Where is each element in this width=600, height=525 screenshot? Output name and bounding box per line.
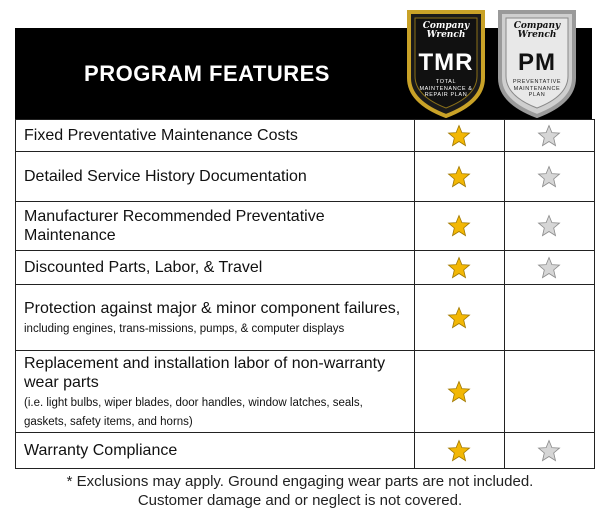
pm-cell (504, 433, 594, 469)
tmr-cell (414, 285, 504, 351)
silver-star-icon (537, 127, 561, 144)
features-table (15, 119, 595, 469)
disclaimer-line-1: * Exclusions may apply. Ground engaging wear parts are not included. (66, 473, 534, 490)
pm-subtitle: PREVENTATIVE MAINTENANCE PLAN (512, 79, 562, 98)
tmr-cell (414, 351, 504, 433)
silver-star-icon (537, 217, 561, 234)
feature-label: Discounted Parts, Labor, & Travel (16, 251, 415, 285)
feature-label: Protection against major & minor component failures, including engines, trans-missions, pumps, & computer displays (16, 285, 415, 351)
tmr-cell (414, 152, 504, 202)
gold-star-icon (447, 309, 471, 326)
tmr-cell (414, 433, 504, 469)
table-row (16, 202, 595, 251)
silver-star-icon (537, 442, 561, 459)
table-row (16, 285, 595, 351)
feature-label: Manufacturer Recommended Preventative Maintenance (16, 202, 415, 251)
gold-star-icon (447, 168, 471, 185)
table-header (12, 6, 596, 119)
silver-star-icon (537, 168, 561, 185)
feature-label: Fixed Preventative Maintenance Costs (16, 120, 415, 152)
pm-cell (504, 285, 594, 351)
feature-label: Replacement and installation labor of non-warranty wear parts (i.e. light bulbs, wiper blades, door handles, window latches, seals, gaskets, safety items, and horns) (16, 351, 415, 433)
pm-plan-badge (496, 6, 578, 118)
company-wrench-logo: Company Wrench (513, 21, 561, 40)
table-row (16, 120, 595, 152)
tmr-cell (414, 202, 504, 251)
tmr-cell (414, 251, 504, 285)
table-row (16, 351, 595, 433)
gold-star-icon (447, 383, 471, 400)
feature-note: including engines, trans-missions, pumps, & computer displays (24, 322, 345, 335)
table-row (16, 152, 595, 202)
pm-cell (504, 251, 594, 285)
gold-star-icon (447, 127, 471, 144)
table-row (16, 251, 595, 285)
pm-cell (504, 351, 594, 433)
comparison-chart (12, 6, 596, 469)
pm-cell (504, 120, 594, 152)
gold-star-icon (447, 442, 471, 459)
tmr-abbr: TMR (418, 49, 474, 76)
tmr-subtitle: TOTAL MAINTENANCE & REPAIR PLAN (419, 79, 473, 98)
disclaimer-line-2: Customer damage and or neglect is not covered. (137, 492, 463, 509)
tmr-plan-badge (405, 6, 487, 118)
silver-star-icon (537, 259, 561, 276)
feature-label: Warranty Compliance (16, 433, 415, 469)
table-row (16, 433, 595, 469)
tmr-cell (414, 120, 504, 152)
pm-cell (504, 202, 594, 251)
company-wrench-logo: Company Wrench (422, 21, 470, 40)
pm-abbr: PM (518, 49, 556, 76)
feature-label: Detailed Service History Documentation (16, 152, 415, 202)
gold-star-icon (447, 259, 471, 276)
program-features-title: PROGRAM FEATURES (84, 60, 330, 86)
gold-star-icon (447, 217, 471, 234)
feature-note: (i.e. light bulbs, wiper blades, door handles, window latches, seals, gaskets, safety items, and horns) (24, 396, 363, 428)
pm-cell (504, 152, 594, 202)
disclaimer (0, 472, 600, 510)
